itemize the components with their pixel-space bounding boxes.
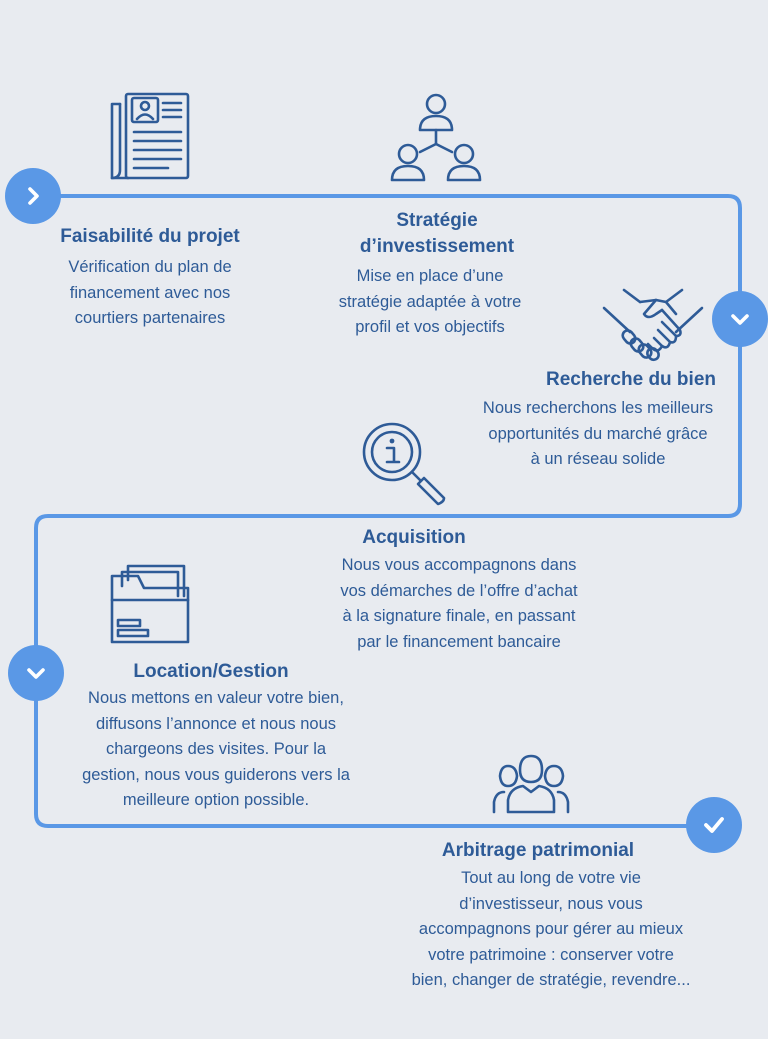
handshake-icon xyxy=(600,286,706,368)
step-marker-chevron-right xyxy=(5,168,61,224)
chevron-down-icon xyxy=(23,660,49,686)
step-text-faisabilite: Vérification du plan de financement avec nos courtiers partenaires xyxy=(68,258,232,327)
step-text-recherche: Nous recherchons les meilleurs opportunités du marché grâce à un réseau solide xyxy=(482,399,714,468)
document-profile-icon xyxy=(108,90,192,184)
chevron-right-icon xyxy=(20,183,46,209)
step-text-location: Nous mettons en valeur votre bien, diffusons l’annonce et nous nous chargeons des visites. Pour la gestion, nous vous guiderons vers la meilleure option possible. xyxy=(82,689,350,809)
step-text-acquisition: Nous vous accompagnons dans vos démarches de l’offre d’achat à la signature finale, en passant par le financement bancaire xyxy=(340,556,578,651)
step-marker-check xyxy=(686,797,742,853)
team-network-icon xyxy=(388,90,484,184)
step-text-arbitrage: Tout au long de votre vie d’investisseur, nous vous accompagnons pour gérer au mieux votre patrimoine : conserver votre bien, changer de stratégie, revendre... xyxy=(411,869,691,989)
step-title-strategie: Stratégie d’investissement xyxy=(359,210,515,257)
step-title-arbitrage: Arbitrage patrimonial xyxy=(441,840,635,861)
group-icon xyxy=(490,752,572,816)
folder-icon xyxy=(108,562,192,646)
step-text-strategie: Mise en place d’une stratégie adaptée à votre profil et vos objectifs xyxy=(338,267,522,336)
step-title-location: Location/Gestion xyxy=(133,661,289,682)
step-title-acquisition: Acquisition xyxy=(362,527,466,548)
step-title-recherche: Recherche du bien xyxy=(546,369,716,390)
check-icon xyxy=(700,811,728,839)
magnifier-info-icon xyxy=(358,418,450,506)
step-title-faisabilite: Faisabilité du projet xyxy=(60,226,240,247)
chevron-down-icon xyxy=(727,306,753,332)
step-marker-chevron-down-1 xyxy=(712,291,768,347)
